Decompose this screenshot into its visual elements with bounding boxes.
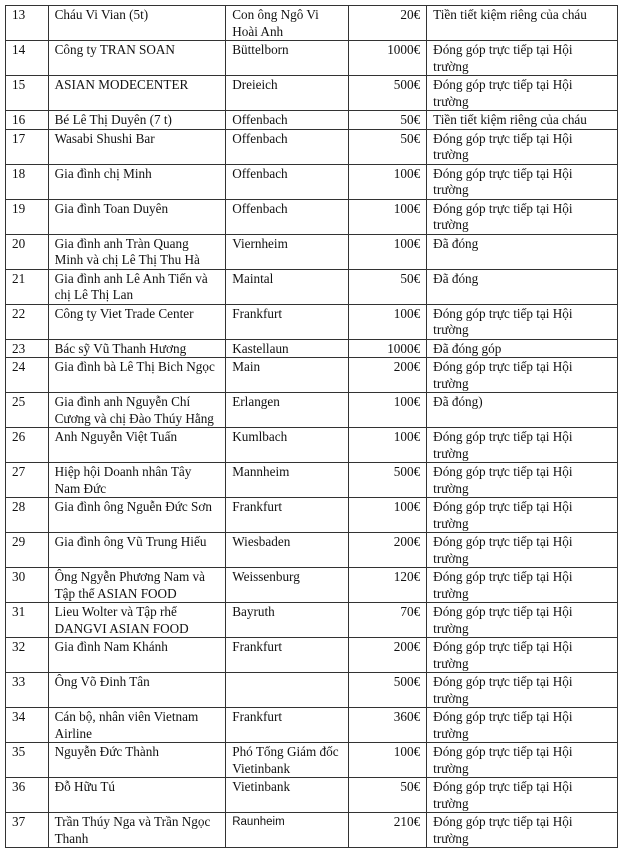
donor-name: Đỗ Hữu Tú [48,778,226,813]
donor-name: Cán bộ, nhân viên Vietnam Airline [48,708,226,743]
donation-note: Đóng góp trực tiếp tại Hội trường [427,813,618,848]
donor-location: Offenbach [226,111,349,130]
row-number: 35 [6,743,49,778]
table-row [6,164,618,199]
donor-location: Frankfurt [226,498,349,533]
donation-amount: 50€ [349,129,427,164]
table-row [6,778,618,813]
table-row [6,498,618,533]
donor-location: Offenbach [226,129,349,164]
donation-amount: 360€ [349,708,427,743]
donation-note: Đã đóng [427,234,618,269]
donation-amount: 50€ [349,269,427,304]
donor-name: Bác sỹ Vũ Thanh Hương [48,339,226,358]
donation-note: Tiền tiết kiệm riêng của cháu [427,111,618,130]
donation-table [5,5,618,848]
donation-amount: 100€ [349,743,427,778]
donation-table-body [6,6,618,848]
donation-note: Đóng góp trực tiếp tại Hội trường [427,708,618,743]
donation-amount: 100€ [349,164,427,199]
donor-location: Dreieich [226,76,349,111]
donor-name: Gia đình anh Nguyễn Chí Cương và chị Đào Thúy Hằng [48,393,226,428]
donation-amount: 100€ [349,498,427,533]
table-row [6,269,618,304]
donation-note: Tiền tiết kiệm riêng của cháu [427,6,618,41]
donor-location: Viernheim [226,234,349,269]
row-number: 36 [6,778,49,813]
table-row [6,708,618,743]
table-row [6,603,618,638]
donor-name: Gia đình chị Minh [48,164,226,199]
donor-location: Mannheim [226,463,349,498]
row-number: 32 [6,638,49,673]
donor-location: Frankfurt [226,708,349,743]
donation-amount: 200€ [349,358,427,393]
table-row [6,199,618,234]
donor-location: Con ông Ngô Vi Hoài Anh [226,6,349,41]
row-number: 16 [6,111,49,130]
donor-location: Offenbach [226,164,349,199]
table-row [6,41,618,76]
donor-name: Wasabi Shushi Bar [48,129,226,164]
row-number: 19 [6,199,49,234]
donation-amount: 120€ [349,568,427,603]
row-number: 18 [6,164,49,199]
donor-location: Weissenburg [226,568,349,603]
donor-location: Main [226,358,349,393]
donor-location: Offenbach [226,199,349,234]
donor-location: Phó Tổng Giám đốc Vietinbank [226,743,349,778]
donation-note: Đóng góp trực tiếp tại Hội trường [427,533,618,568]
donation-amount: 100€ [349,199,427,234]
donation-amount: 500€ [349,76,427,111]
donation-note: Đã đóng góp [427,339,618,358]
donation-note: Đóng góp trực tiếp tại Hội trường [427,778,618,813]
donation-note: Đóng góp trực tiếp tại Hội trường [427,199,618,234]
donor-name: Gia đình anh Lê Anh Tiến và chị Lê Thị Lan [48,269,226,304]
donation-note: Đóng góp trực tiếp tại Hội trường [427,41,618,76]
donor-name: Anh Nguyễn Việt Tuấn [48,428,226,463]
table-row [6,568,618,603]
table-row [6,533,618,568]
donation-amount: 100€ [349,234,427,269]
donor-name: Bé Lê Thị Duyên (7 t) [48,111,226,130]
donor-name: Gia đình bà Lê Thị Bich Ngọc [48,358,226,393]
donor-name: Trần Thúy Nga và Trần Ngọc Thanh [48,813,226,848]
donation-amount: 500€ [349,463,427,498]
donor-location: Vietinbank [226,778,349,813]
row-number: 37 [6,813,49,848]
table-row [6,463,618,498]
donation-note: Đã đóng) [427,393,618,428]
donation-note: Đóng góp trực tiếp tại Hội trường [427,463,618,498]
row-number: 30 [6,568,49,603]
donation-note: Đóng góp trực tiếp tại Hội trường [427,498,618,533]
donation-amount: 70€ [349,603,427,638]
donor-name: Nguyễn Đức Thành [48,743,226,778]
row-number: 31 [6,603,49,638]
row-number: 28 [6,498,49,533]
donation-note: Đóng góp trực tiếp tại Hội trường [427,638,618,673]
donor-location: Maintal [226,269,349,304]
donation-amount: 100€ [349,393,427,428]
donor-name: Gia đình Toan Duyên [48,199,226,234]
table-row [6,304,618,339]
row-number: 15 [6,76,49,111]
table-row [6,813,618,848]
donor-location: Kastellaun [226,339,349,358]
table-row [6,129,618,164]
donation-note: Đóng góp trực tiếp tại Hội trường [427,673,618,708]
table-row [6,743,618,778]
table-row [6,234,618,269]
donor-location: Kumlbach [226,428,349,463]
donor-name: Ông Ngyễn Phương Nam và Tập thể ASIAN FOOD [48,568,226,603]
donation-note: Đóng góp trực tiếp tại Hội trường [427,358,618,393]
donation-note: Đóng góp trực tiếp tại Hội trường [427,428,618,463]
donation-note: Đóng góp trực tiếp tại Hội trường [427,603,618,638]
donation-amount: 1000€ [349,339,427,358]
donation-note: Đóng góp trực tiếp tại Hội trường [427,129,618,164]
donor-location: Frankfurt [226,304,349,339]
table-row [6,6,618,41]
donation-amount: 500€ [349,673,427,708]
table-row [6,339,618,358]
donor-name: Gia đình ông Nguễn Đức Sơn [48,498,226,533]
row-number: 21 [6,269,49,304]
table-row [6,111,618,130]
donation-amount: 100€ [349,428,427,463]
table-row [6,673,618,708]
donor-name: Gia đình ông Vũ Trung Hiếu [48,533,226,568]
donor-name: Cháu Vi Vian (5t) [48,6,226,41]
row-number: 26 [6,428,49,463]
table-row [6,393,618,428]
table-row [6,638,618,673]
row-number: 14 [6,41,49,76]
row-number: 34 [6,708,49,743]
table-row [6,76,618,111]
row-number: 22 [6,304,49,339]
donation-amount: 200€ [349,638,427,673]
donation-amount: 20€ [349,6,427,41]
donation-amount: 210€ [349,813,427,848]
donation-amount: 50€ [349,111,427,130]
donor-location: Raunheim [226,813,349,848]
row-number: 17 [6,129,49,164]
donor-name: Lieu Wolter và Tập rhể DANGVI ASIAN FOOD [48,603,226,638]
donor-location: Bayruth [226,603,349,638]
table-row [6,358,618,393]
donor-name: Gia đình Nam Khánh [48,638,226,673]
row-number: 27 [6,463,49,498]
donation-amount: 100€ [349,304,427,339]
donation-note: Đóng góp trực tiếp tại Hội trường [427,743,618,778]
row-number: 24 [6,358,49,393]
donor-location [226,673,349,708]
donor-location: Frankfurt [226,638,349,673]
donation-note: Đã đóng [427,269,618,304]
donor-location: Erlangen [226,393,349,428]
row-number: 13 [6,6,49,41]
donation-amount: 50€ [349,778,427,813]
donation-note: Đóng góp trực tiếp tại Hội trường [427,164,618,199]
donor-name: Gia đình anh Tràn Quang Minh và chị Lê Thị Thu Hà [48,234,226,269]
row-number: 33 [6,673,49,708]
donor-name: ASIAN MODECENTER [48,76,226,111]
donation-note: Đóng góp trực tiếp tại Hội trường [427,304,618,339]
donation-note: Đóng góp trực tiếp tại Hội trường [427,76,618,111]
donor-name: Hiệp hội Doanh nhân Tây Nam Đức [48,463,226,498]
row-number: 20 [6,234,49,269]
donor-name: Công ty Viet Trade Center [48,304,226,339]
donor-location: Wiesbaden [226,533,349,568]
row-number: 23 [6,339,49,358]
donor-name: Ông Võ Đinh Tân [48,673,226,708]
row-number: 25 [6,393,49,428]
donation-amount: 1000€ [349,41,427,76]
table-row [6,428,618,463]
donation-note: Đóng góp trực tiếp tại Hội trường [427,568,618,603]
row-number: 29 [6,533,49,568]
donor-name: Công ty TRAN SOAN [48,41,226,76]
donation-amount: 200€ [349,533,427,568]
donor-location: Büttelborn [226,41,349,76]
